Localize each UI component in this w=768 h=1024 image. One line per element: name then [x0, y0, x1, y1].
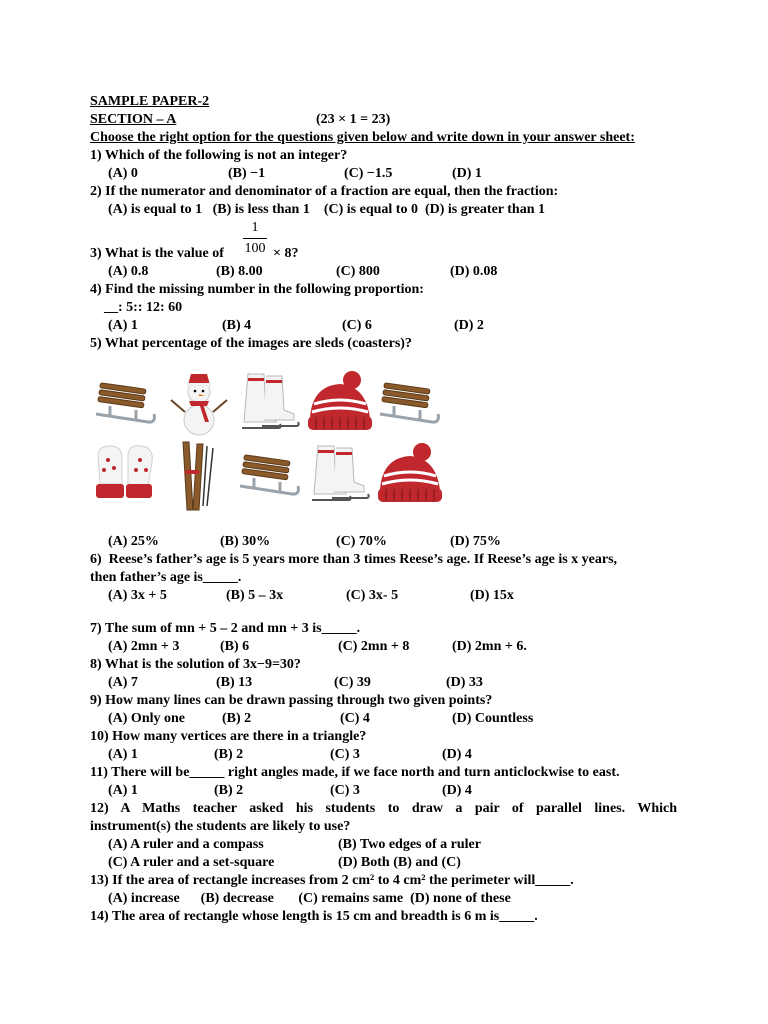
q1-option-b: (B) −1	[228, 166, 266, 181]
q3-option-a: (A) 0.8	[108, 264, 149, 279]
q4-proportion: __: 5:: 12: 60	[104, 300, 183, 315]
section-marks: (23 × 1 = 23)	[316, 112, 391, 127]
question-14: 14) The area of rectangle whose length is 15 cm and breadth is 6 m is_____.	[90, 909, 538, 924]
q6-option-c: (C) 3x- 5	[346, 588, 399, 603]
question-6-cont: then father’s age is_____.	[90, 570, 242, 585]
q6-option-d: (D) 15x	[470, 588, 514, 603]
question-11: 11) There will be_____ right angles made, if we face north and turn anticlockwise to east.	[90, 765, 620, 780]
q3-option-b: (B) 8.00	[216, 264, 263, 279]
q9-option-b: (B) 2	[222, 711, 252, 726]
skates-icon	[234, 368, 306, 440]
q6-option-b: (B) 5 – 3x	[226, 588, 284, 603]
question-10: 10) How many vertices are there in a triangle?	[90, 729, 367, 744]
q3-option-d: (D) 0.08	[450, 264, 498, 279]
q11-option-b: (B) 2	[214, 783, 244, 798]
q8-option-d: (D) 33	[446, 675, 483, 690]
q3-fraction-denominator: 100	[244, 241, 266, 256]
section-title: SECTION – A	[90, 112, 177, 127]
question-3: 3) What is the value of	[90, 246, 228, 261]
q11-option-d: (D) 4	[442, 783, 472, 798]
q13-options: (A) increase (B) decrease (C) remains same (D) none of these	[108, 891, 511, 906]
q10-option-d: (D) 4	[442, 747, 472, 762]
q1-option-a: (A) 0	[108, 166, 138, 181]
q5-option-b: (B) 30%	[220, 534, 271, 549]
q5-option-a: (A) 25%	[108, 534, 159, 549]
q3-fraction-bar	[243, 238, 267, 239]
q1-option-c: (C) −1.5	[344, 166, 393, 181]
paper-title: SAMPLE PAPER-2	[90, 94, 210, 109]
q4-option-c: (C) 6	[342, 318, 372, 333]
question-8: 8) What is the solution of 3x−9=30?	[90, 657, 301, 672]
question-1: 1) Which of the following is not an integer?	[90, 148, 348, 163]
q7-option-c: (C) 2mn + 8	[338, 639, 410, 654]
winter-hat-icon	[374, 440, 446, 512]
q3-option-c: (C) 800	[336, 264, 380, 279]
q10-option-b: (B) 2	[214, 747, 244, 762]
q5-option-c: (C) 70%	[336, 534, 387, 549]
question-6: 6) Reese’s father’s age is 5 years more than 3 times Reese’s age. If Reese’s age is x years,	[90, 552, 618, 567]
skis-icon	[163, 440, 235, 512]
mittens-icon	[90, 440, 162, 512]
snowman-icon	[163, 368, 235, 440]
question-9: 9) How many lines can be drawn passing through two given points?	[90, 693, 493, 708]
question-5: 5) What percentage of the images are sleds (coasters)?	[90, 336, 412, 351]
q10-option-c: (C) 3	[330, 747, 360, 762]
question-3-suffix: × 8?	[273, 246, 299, 261]
question-2: 2) If the numerator and denominator of a fraction are equal, then the fraction:	[90, 184, 559, 199]
question-7: 7) The sum of mn + 5 – 2 and mn + 3 is_____.	[90, 621, 361, 636]
q9-option-a: (A) Only one	[108, 711, 185, 726]
winter-hat-icon	[304, 368, 376, 440]
q11-option-c: (C) 3	[330, 783, 360, 798]
question-13: 13) If the area of rectangle increases from 2 cm² to 4 cm² the perimeter will_____.	[90, 873, 574, 888]
q4-option-a: (A) 1	[108, 318, 138, 333]
q12-option-a: (A) A ruler and a compass	[108, 837, 264, 852]
q10-option-a: (A) 1	[108, 747, 138, 762]
sled-icon	[374, 368, 446, 440]
q11-option-a: (A) 1	[108, 783, 138, 798]
question-12-cont: instrument(s) the students are likely to use?	[90, 819, 351, 834]
q1-option-d: (D) 1	[452, 166, 482, 181]
q6-option-a: (A) 3x + 5	[108, 588, 167, 603]
q9-option-c: (C) 4	[340, 711, 370, 726]
q2-options: (A) is equal to 1 (B) is less than 1 (C) is equal to 0 (D) is greater than 1	[108, 202, 545, 217]
q5-option-d: (D) 75%	[450, 534, 501, 549]
sled-icon	[234, 440, 306, 512]
q3-fraction	[241, 219, 269, 258]
question-12: 12) A Maths teacher asked his students to draw a pair of parallel lines. Which	[90, 801, 677, 816]
q12-option-b: (B) Two edges of a ruler	[338, 837, 481, 852]
sled-icon	[90, 368, 162, 440]
q12-option-c: (C) A ruler and a set-square	[108, 855, 275, 870]
q4-option-b: (B) 4	[222, 318, 252, 333]
q7-option-b: (B) 6	[220, 639, 250, 654]
q8-option-c: (C) 39	[334, 675, 371, 690]
q9-option-d: (D) Countless	[452, 711, 534, 726]
q7-option-d: (D) 2mn + 6.	[452, 639, 527, 654]
q7-option-a: (A) 2mn + 3	[108, 639, 180, 654]
q12-option-d: (D) Both (B) and (C)	[338, 855, 461, 870]
q3-fraction-numerator: 1	[251, 220, 259, 235]
q8-option-b: (B) 13	[216, 675, 253, 690]
q4-option-d: (D) 2	[454, 318, 484, 333]
instruction: Choose the right option for the questions given below and write down in your answer sheet:	[90, 130, 635, 145]
skates-icon	[304, 440, 376, 512]
q8-option-a: (A) 7	[108, 675, 138, 690]
question-4: 4) Find the missing number in the following proportion:	[90, 282, 424, 297]
